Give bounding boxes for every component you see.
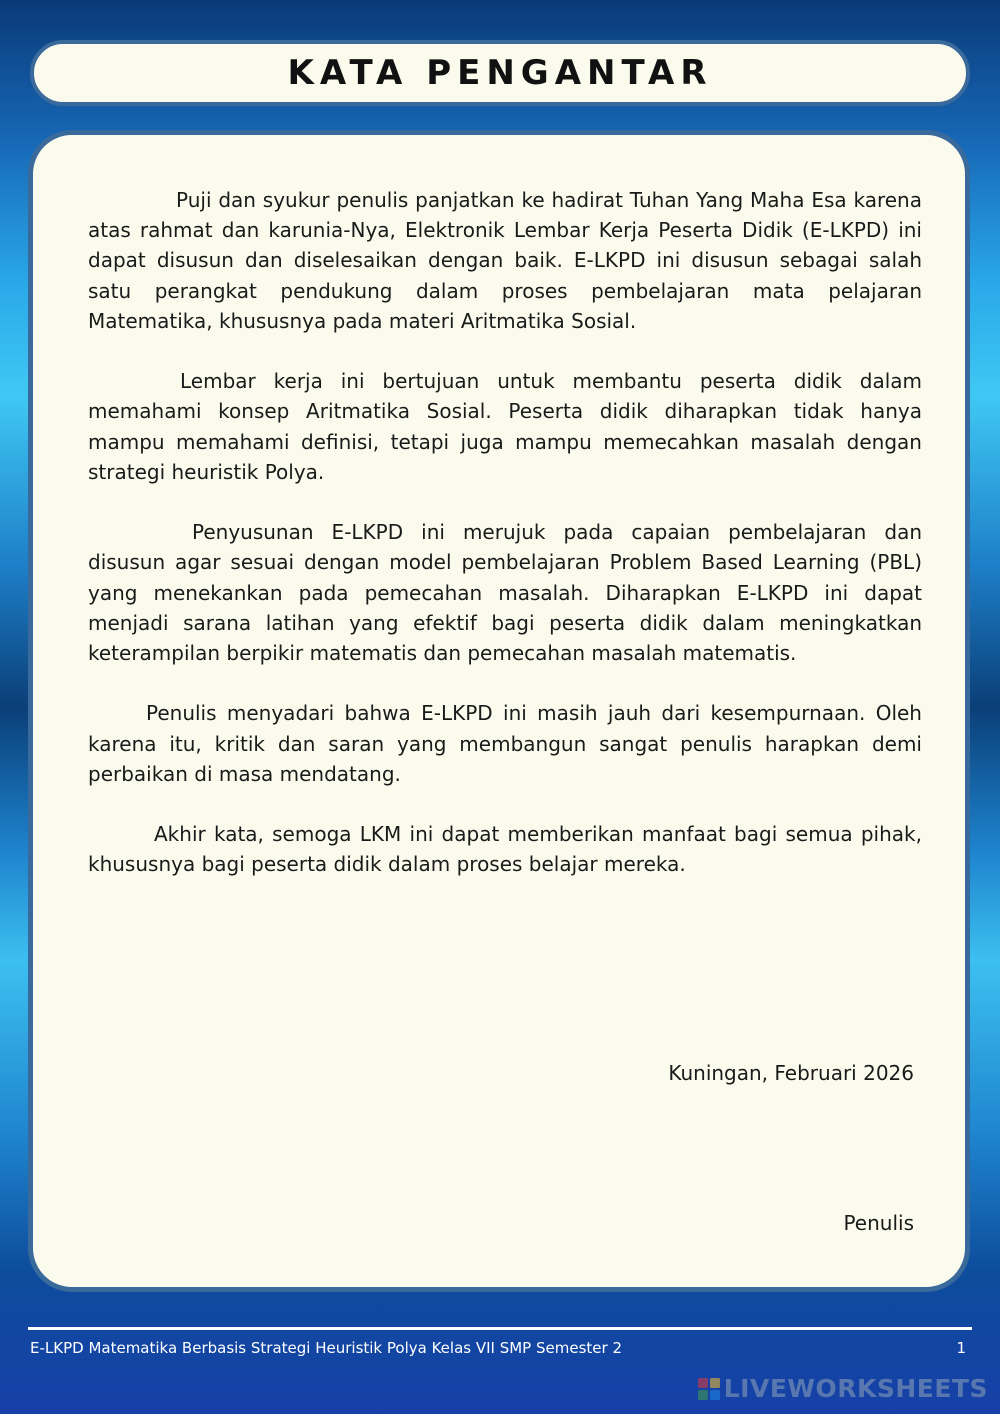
liveworksheets-watermark xyxy=(698,1374,988,1403)
paragraph-4: Penulis menyadari bahwa E-LKPD ini masih jauh dari kesempurnaan. Oleh karena itu, kritik dan saran yang membangun sangat penulis harapkan demi perbaikan di masa mendatang. xyxy=(88,701,922,786)
preface-body xyxy=(88,185,922,910)
place-date: Kuningan, Februari 2026 xyxy=(668,1061,914,1085)
footer-title: E-LKPD Matematika Berbasis Strategi Heuristik Polya Kelas VII SMP Semester 2 xyxy=(30,1339,622,1357)
liveworksheets-logo-icon xyxy=(698,1378,720,1400)
content-card xyxy=(28,130,970,1292)
title-banner xyxy=(30,40,970,106)
paragraph-3: Penyusunan E-LKPD ini merujuk pada capaian pembelajaran dan disusun agar sesuai dengan model pembelajaran Problem Based Learning (PBL) yang menekankan pada pemecahan masalah. Diharapkan E-LKPD ini dapat menjadi sarana latihan yang efektif bagi peserta didik dalam meningkatkan keterampilan berpikir matematis dan pemecahan masalah matematis. xyxy=(88,520,922,666)
paragraph-5: Akhir kata, semoga LKM ini dapat memberikan manfaat bagi semua pihak, khususnya bagi peserta didik dalam proses belajar mereka. xyxy=(88,822,922,877)
watermark-text: LIVEWORKSHEETS xyxy=(723,1374,988,1403)
author-signature: Penulis xyxy=(843,1211,914,1235)
paragraph-1: Puji dan syukur penulis panjatkan ke hadirat Tuhan Yang Maha Esa karena atas rahmat dan karunia-Nya, Elektronik Lembar Kerja Peserta Didik (E-LKPD) ini dapat disusun dan diselesaikan dengan baik. E-LKPD ini disusun sebagai salah satu perangkat pendukung dalam proses pembelajaran mata pelajaran Matematika, khususnya pada materi Aritmatika Sosial. xyxy=(88,188,922,333)
page-number: 1 xyxy=(956,1339,966,1357)
footer-divider xyxy=(28,1327,972,1330)
page-title: KATA PENGANTAR xyxy=(287,53,713,93)
paragraph-2: Lembar kerja ini bertujuan untuk membantu peserta didik dalam memahami konsep Aritmatika Sosial. Peserta didik diharapkan tidak hanya mampu memahami definisi, tetapi juga mampu memecahkan masalah dengan strategi heuristik Polya. xyxy=(88,369,922,484)
